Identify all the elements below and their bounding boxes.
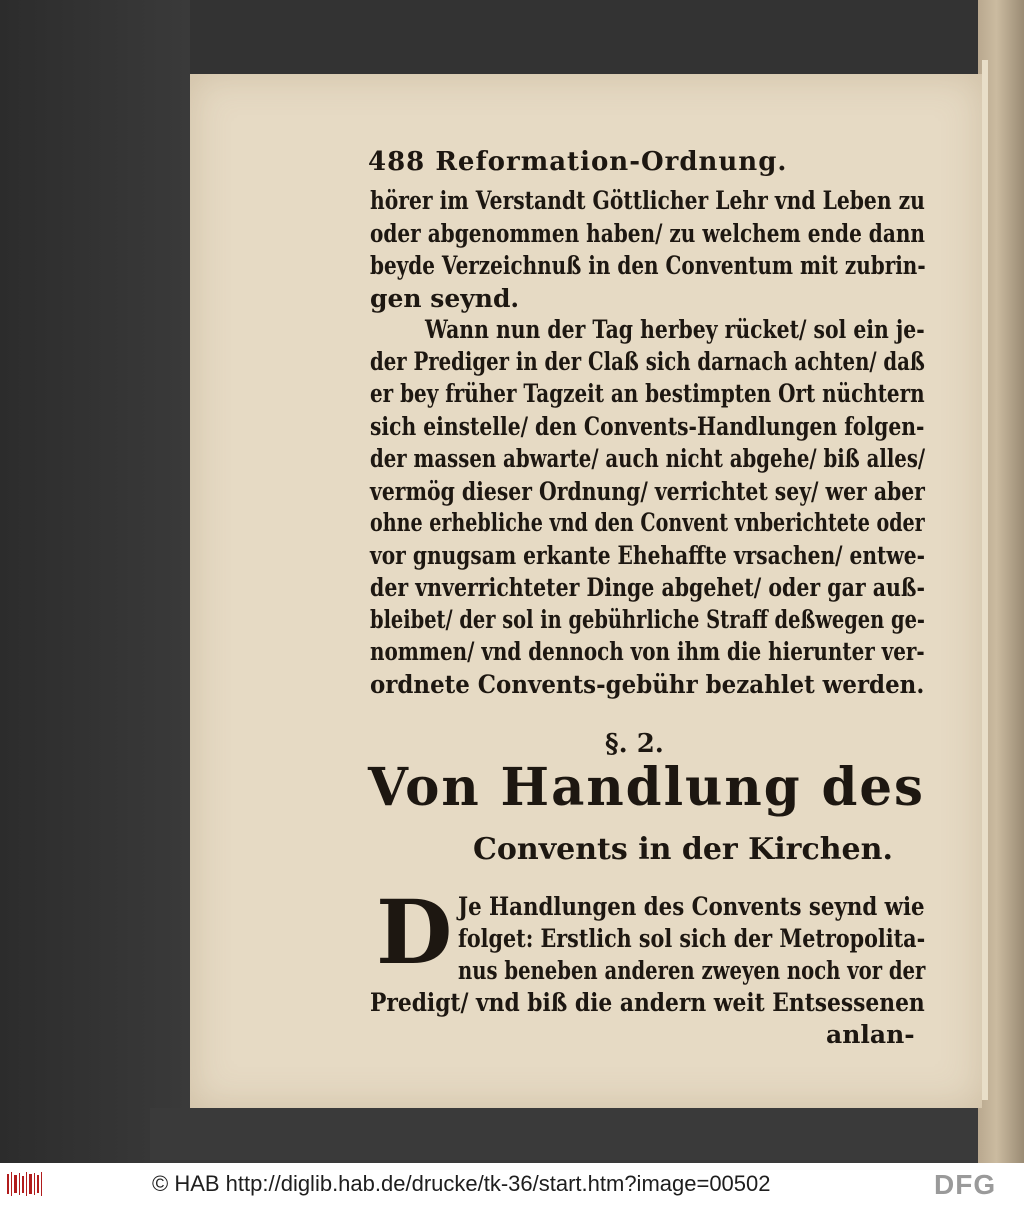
text-line: Je Handlungen des Convents seynd wie (458, 892, 925, 921)
text-line: ohne erhebliche vnd den Convent vnberichtete oder (370, 508, 925, 537)
section-number: §. 2. (605, 729, 664, 759)
viewer-footer (0, 1163, 1024, 1205)
text-line: Predigt/ vnd biß die andern weit Entsessenen (370, 988, 925, 1017)
text-line: nommen/ vnd dennoch von ihm die hierunter ver- (370, 637, 925, 666)
hab-barcode-logo-icon (6, 1171, 44, 1197)
copyright-url[interactable]: © HAB http://diglib.hab.de/drucke/tk-36/start.htm?image=00502 (152, 1171, 771, 1196)
text-line: ordnete Convents-gebühr bezahlet werden. (370, 670, 925, 699)
text-line: oder abgenommen haben/ zu welchem ende dann (370, 219, 925, 248)
text-line: gen seynd. (370, 284, 520, 313)
running-head: 488 Reformation-Ordnung. (368, 147, 788, 177)
text-line: der Prediger in der Claß sich darnach achten/ daß (370, 347, 925, 376)
text-line: der massen abwarte/ auch nicht abgehe/ biß alles/ (370, 444, 926, 473)
section-title: Von Handlung des (368, 757, 925, 818)
text-line: folget: Erstlich sol sich der Metropolita- (458, 924, 926, 953)
section-subtitle: Convents in der Kirchen. (473, 832, 893, 867)
text-line: vor gnugsam erkante Ehehaffte vrsachen/ entwe- (370, 541, 925, 570)
adjacent-page-strip (982, 60, 988, 1100)
text-line: Wann nun der Tag herbey rücket/ sol ein je- (425, 315, 925, 344)
text-line: vermög dieser Ordnung/ verrichtet sey/ wer aber (370, 477, 925, 506)
catchword: anlan- (826, 1020, 915, 1049)
text-line: beyde Verzeichnuß in den Conventum mit zubrin- (370, 251, 926, 280)
dark-background (0, 0, 190, 1163)
text-line: hörer im Verstandt Göttlicher Lehr vnd Leben zu (370, 186, 925, 215)
book-page (190, 74, 982, 1108)
drop-cap: D (376, 880, 453, 984)
text-line: der vnverrichteter Dinge abgehet/ oder gar auß- (370, 573, 925, 602)
dfg-logo: DFG (934, 1169, 997, 1200)
text-line: sich einstelle/ den Convents-Handlungen folgen- (370, 412, 925, 441)
bottom-background (150, 1108, 1024, 1163)
text-line: er bey früher Tagzeit an bestimpten Ort nüchtern (370, 379, 925, 408)
text-line: bleibet/ der sol in gebührliche Straff deßwegen ge- (370, 605, 925, 634)
text-line: nus beneben anderen zweyen noch vor der (458, 956, 926, 985)
